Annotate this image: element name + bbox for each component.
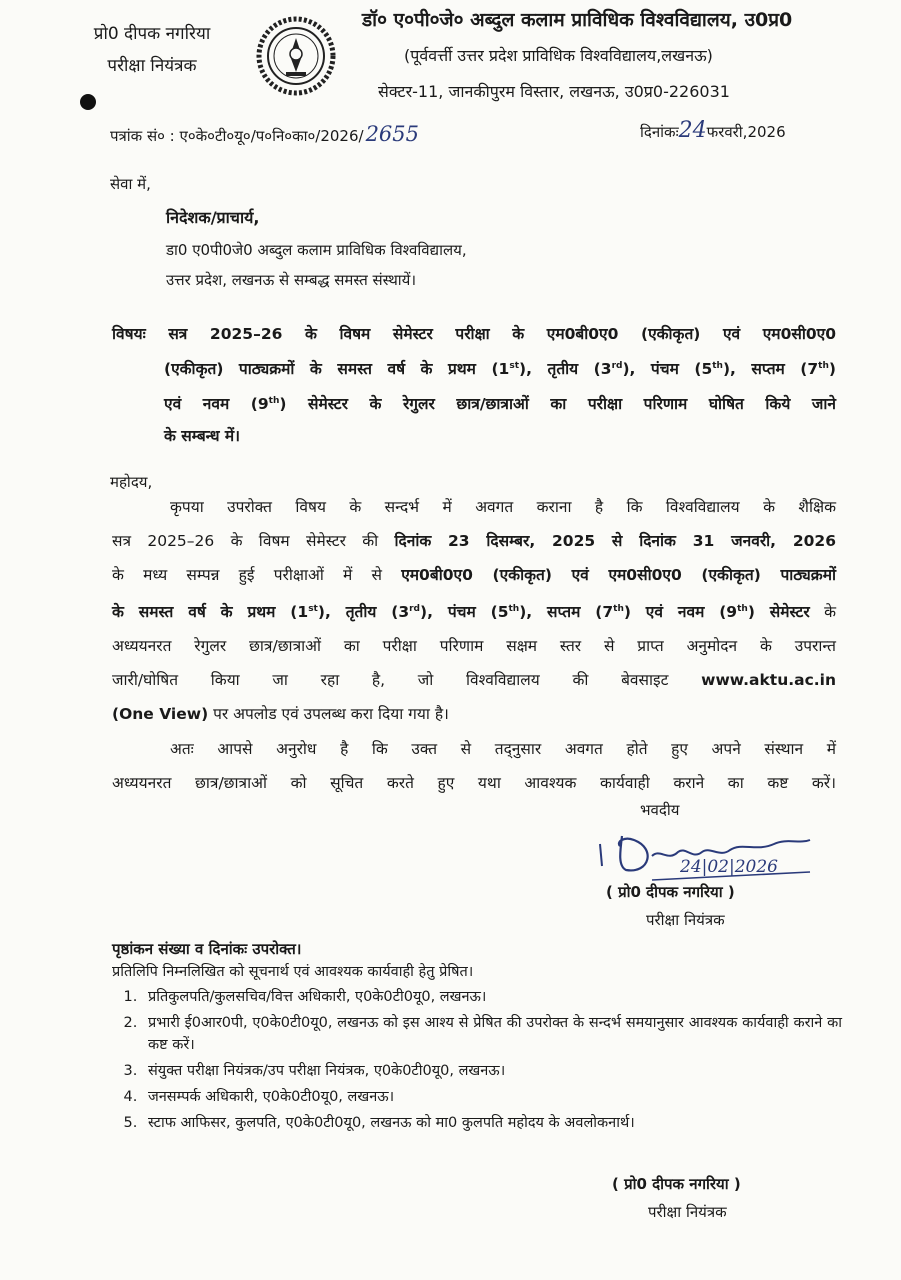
p1-line-7: (One View) पर अपलोड एवं उपलब्ध करा दिया गया है।	[112, 705, 449, 724]
salutation: सेवा में,	[110, 175, 151, 193]
p1-line-1: कृपया उपरोक्त विषय के सन्दर्भ में अवगत कराना है कि विश्वविद्यालय के शैक्षिक	[170, 498, 836, 516]
reference-number	[110, 122, 419, 146]
reference-label: पत्रांक सं० :	[110, 127, 175, 145]
signatory-name: ( प्रो0 दीपक नगरिया )	[606, 883, 735, 901]
list-item: 3. संयुक्त परीक्षा नियंत्रक/उप परीक्षा नियंत्रक, ए0के0टी0यू0, लखनऊ।	[142, 1060, 842, 1082]
signature-date: 24|02|2026	[680, 857, 778, 877]
copy-list	[112, 986, 842, 1134]
date-month-year: फरवरी,2026	[706, 123, 786, 141]
addressee-designation: निदेशक/प्राचार्य,	[166, 208, 260, 227]
subject-block	[112, 318, 836, 452]
sender-name: प्रो0 दीपक नगरिया	[93, 24, 211, 44]
website-link-text: www.aktu.ac.in	[701, 671, 836, 690]
bullet-dot-icon	[80, 94, 96, 110]
date-label: दिनांकः	[640, 123, 679, 141]
endorsement-heading: पृष्ठांकन संख्या व दिनांकः उपरोक्त।	[112, 940, 302, 958]
university-name: डॉ० ए०पी०जे० अब्दुल कलाम प्राविधिक विश्वविद्यालय, उ0प्र0	[362, 9, 793, 31]
list-item: 1. प्रतिकुलपति/कुलसचिव/वित्त अधिकारी, ए0के0टी0यू0, लखनऊ।	[142, 986, 842, 1008]
subject-label: विषयः	[112, 325, 146, 343]
addressee-line-1: डा0 ए0पी0जे0 अब्दुल कलाम प्राविधिक विश्वविद्यालय,	[166, 241, 467, 259]
p1-line-3: के मध्य सम्पन्न हुई परीक्षाओं में से एम0बी0ए0 (एकीकृत) एवं एम0सी0ए0 (एकीकृत) पाठ्यक्रमों	[112, 566, 836, 584]
handwritten-signature	[560, 822, 820, 886]
addressee-line-2: उत्तर प्रदेश, लखनऊ से सम्बद्ध समस्त संस्थायें।	[166, 271, 417, 289]
p2-line-2: अध्ययनरत छात्र/छात्राओं को सूचित करते हुए यथा आवश्यक कार्यवाही कराने का कष्ट करें।	[112, 774, 836, 792]
p1-line-2: सत्र 2025–26 के विषम सेमेस्टर की दिनांक 23 दिसम्बर, 2025 से दिनांक 31 जनवरी, 2026	[112, 532, 836, 550]
endorsement-signatory-title: परीक्षा नियंत्रक	[648, 1203, 727, 1221]
p1-line-6: जारी/घोषित किया जा रहा है, जो विश्वविद्यालय की बेवसाइट www.aktu.ac.in	[112, 671, 836, 690]
body-paragraph-2	[112, 732, 836, 800]
sender-title: परीक्षा नियंत्रक	[107, 56, 197, 76]
endorsement-intro: प्रतिलिपि निम्नलिखित को सूचनार्थ एवं आवश्यक कार्यवाही हेतु प्रेषित।	[112, 964, 474, 980]
p1-line-5: अध्ययनरत रेगुलर छात्र/छात्राओं का परीक्षा परिणाम सक्षम स्तर से प्राप्त अनुमोदन के उपरान्त	[112, 637, 836, 656]
reference-handwritten-number: 2655	[365, 122, 420, 146]
subject-line-2: (एकीकृत) पाठ्यक्रमों के समस्त वर्ष के प्रथम (1st), तृतीय (3rd), पंचम (5th), सप्तम (7th)	[164, 360, 836, 379]
university-former-name: (पूर्ववर्त्ती उत्तर प्रदेश प्राविधिक विश्वविद्यालय,लखनऊ)	[404, 46, 713, 65]
subject-line-4: के सम्बन्ध में।	[164, 427, 241, 446]
list-item: 4. जनसम्पर्क अधिकारी, ए0के0टी0यू0, लखनऊ।	[142, 1086, 842, 1108]
endorsement-block	[112, 938, 842, 1138]
letter-date	[640, 118, 786, 143]
university-seal-icon	[256, 16, 336, 96]
reference-code: ए०के०टी०यू०/प०नि०का०/2026/	[179, 127, 364, 145]
endorsement-signatory-name: ( प्रो0 दीपक नगरिया )	[612, 1175, 741, 1193]
subject-line-1: विषयः सत्र 2025–26 के विषम सेमेस्टर परीक्षा के एम0बी0ए0 (एकीकृत) एवं एम0सी0ए0	[112, 325, 836, 343]
signatory-title: परीक्षा नियंत्रक	[646, 911, 725, 929]
university-address: सेक्टर-11, जानकीपुरम विस्तार, लखनऊ, उ0प्र0-226031	[378, 82, 730, 101]
sender-block	[62, 18, 242, 82]
list-item: 5. स्टाफ आफिसर, कुलपति, ए0के0टी0यू0, लखनऊ को मा0 कुलपति महोदय के अवलोकनार्थ।	[142, 1112, 842, 1134]
date-day: 24	[678, 118, 707, 143]
greeting: महोदय,	[110, 473, 153, 491]
body-paragraph-1	[112, 490, 836, 731]
closing-text: भवदीय	[640, 801, 680, 819]
subject-line-3: एवं नवम (9th) सेमेस्टर के रेगुलर छात्र/छात्राओं का परीक्षा परिणाम घोषित किये जाने	[164, 395, 836, 414]
p1-line-4: के समस्त वर्ष के प्रथम (1st), तृतीय (3rd), पंचम (5th), सप्तम (7th) एवं नवम (9th) सेमेस्टर के	[112, 603, 837, 622]
list-item: 2. प्रभारी ई0आर0पी, ए0के0टी0यू0, लखनऊ को इस आश्य से प्रेषित की उपरोक्त के सन्दर्भ समयानुसार आवश्यक कार्यवाही कराने का कष्ट करें।	[142, 1012, 842, 1056]
p2-line-1: अतः आपसे अनुरोध है कि उक्त से तद्नुसार अवगत होते हुए अपने संस्थान में	[170, 740, 836, 758]
